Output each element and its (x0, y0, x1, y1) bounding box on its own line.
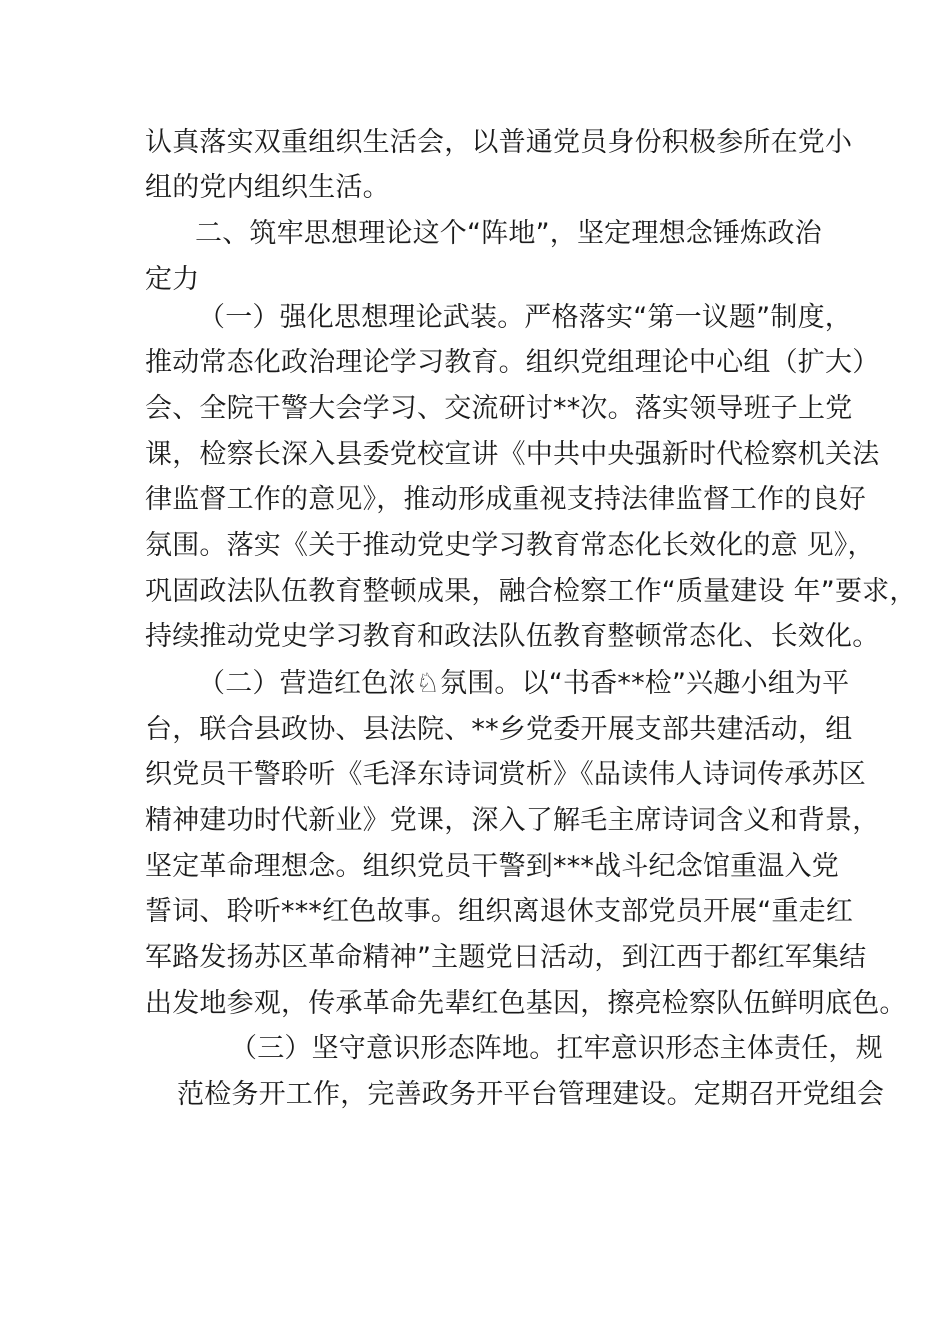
body-text-line: 巩固政法队伍教育整顿成果，融合检察工作“质量建设 年”要求， (145, 576, 917, 607)
body-text-line: 律监督工作的意见》，推动形成重视支持法律监督工作的良好 (145, 484, 866, 515)
body-text-line: 会、全院干警大会学习、交流研讨**次。落实领导班子上党 (145, 393, 853, 424)
body-text-line: 军路发扬苏区革命精神”主题党日活动，到江西于都红军集结 (145, 942, 867, 973)
body-text-line: 课，检察长深入县委党校宣讲《中共中央强新时代检察机关法 (145, 439, 880, 470)
subsection-heading-line: （三）坚守意识形态阵地。扛牢意识形态主体责任，规 (230, 1033, 883, 1064)
body-text-line: 台，联合县政协、县法院、**乡党委开展支部共建活动，组 (145, 714, 853, 745)
body-text-line: 范检务开工作，完善政务开平台管理建设。定期召开党组会 (177, 1079, 885, 1110)
body-text-line: 出发地参观，传承革命先辈红色基因，擦亮检察队伍鲜明底色。 (145, 988, 907, 1019)
section-heading: 二、筑牢思想理论这个“阵地”，坚定理想念锤炼政治 (195, 218, 822, 249)
section-heading-continued: 定力 (145, 264, 200, 295)
subsection-heading-line: （一）强化思想理论武装。严格落实“第一议题”制度， (198, 302, 852, 333)
body-text-line: 坚定革命理想念。组织党员干警到***战斗纪念馆重温入党 (145, 851, 839, 882)
body-text-line: 氛围。落实《关于推动党史学习教育常态化长效化的意 见》， (145, 530, 875, 561)
body-text-line: 誓词、聆听***红色故事。组织离退休支部党员开展“重走红 (145, 896, 854, 927)
body-text-line: 认真落实双重组织生活会，以普通党员身份积极参所在党小 (145, 127, 853, 158)
subsection-heading-line: （二）营造红色浓♘氛围。以“书香**检”兴趣小组为平 (198, 668, 850, 699)
body-text-line: 织党员干警聆听《毛泽东诗词赏析》《品读伟人诗词传承苏区 (145, 759, 866, 790)
body-text-line: 组的党内组织生活。 (145, 172, 390, 203)
body-text-line: 持续推动党史学习教育和政法队伍教育整顿常态化、长效化。 (145, 621, 880, 652)
body-text-line: 推动常态化政治理论学习教育。组织党组理论中心组（扩大） (145, 347, 880, 378)
body-text-line: 精神建功时代新业》党课，深入了解毛主席诗词含义和背景， (145, 805, 880, 836)
